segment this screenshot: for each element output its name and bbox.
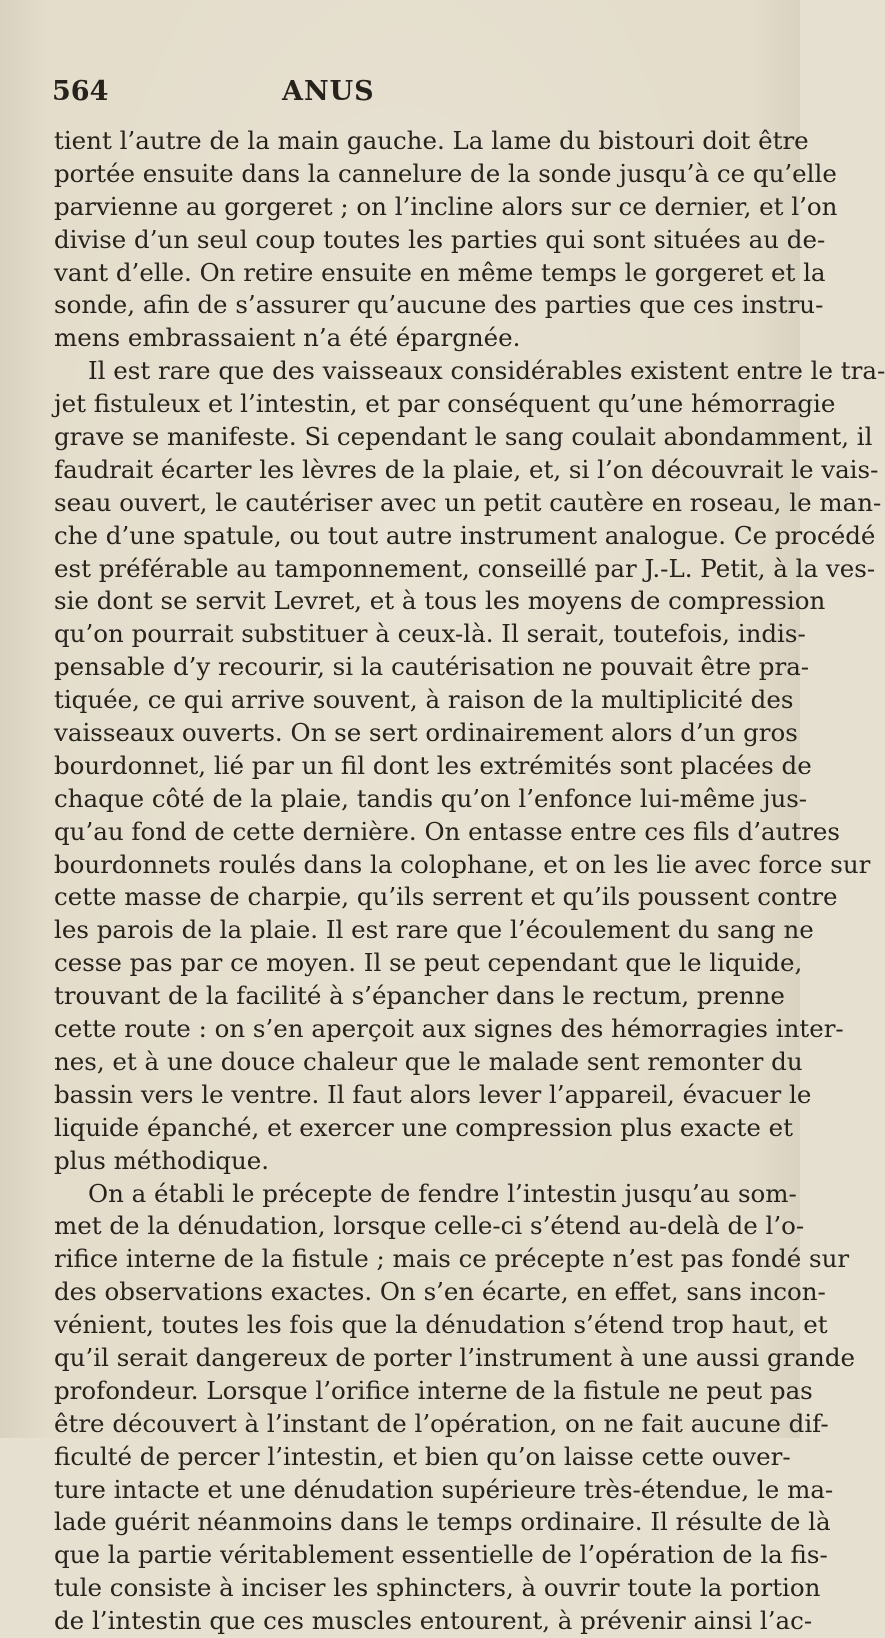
- text-line: ture intacte et une dénudation supérieure très-étendue, le ma-: [54, 1474, 834, 1504]
- body-text: [40, 125, 885, 1638]
- text-line: ficulté de percer l’intestin, et bien qu’on laisse cette ouver-: [54, 1441, 791, 1471]
- text-line: rifice interne de la fistule ; mais ce précepte n’est pas fondé sur: [54, 1244, 850, 1274]
- text-line: divise d’un seul coup toutes les parties qui sont situées au de-: [54, 224, 826, 254]
- text-line: seau ouvert, le cautériser avec un petit cautère en roseau, le man-: [54, 487, 882, 517]
- text-line: qu’on pourrait substituer à ceux-là. Il serait, toutefois, indis-: [54, 619, 806, 649]
- text-line: Il est rare que des vaisseaux considérables existent entre le tra-: [88, 356, 885, 386]
- text-line: être découvert à l’instant de l’opération, on ne fait aucune dif-: [54, 1408, 829, 1438]
- text-line: qu’il serait dangereux de porter l’instrument à une aussi grande: [54, 1342, 856, 1372]
- text-line: cesse pas par ce moyen. Il se peut cependant que le liquide,: [54, 948, 803, 978]
- text-line: de l’intestin que ces muscles entourent, à prévenir ainsi l’ac-: [54, 1606, 813, 1636]
- text-line: que la partie véritablement essentielle de l’opération de la fis-: [54, 1540, 828, 1570]
- text-line: faudrait écarter les lèvres de la plaie, et, si l’on découvrait le vais-: [54, 454, 879, 484]
- text-line: tiquée, ce qui arrive souvent, à raison de la multiplicité des: [54, 685, 794, 715]
- text-line: met de la dénudation, lorsque celle-ci s’étend au-delà de l’o-: [54, 1211, 805, 1241]
- text-line: bassin vers le ventre. Il faut alors lever l’appareil, évacuer le: [54, 1079, 812, 1109]
- text-line: profondeur. Lorsque l’orifice interne de la fistule ne peut pas: [54, 1375, 813, 1405]
- text-line: bourdonnets roulés dans la colophane, et on les lie avec force sur: [54, 849, 871, 879]
- text-line: vénient, toutes les fois que la dénudation s’étend trop haut, et: [54, 1310, 828, 1340]
- text-line: vant d’elle. On retire ensuite en même temps le gorgeret et la: [54, 257, 826, 287]
- text-line: che d’une spatule, ou tout autre instrument analogue. Ce procédé: [54, 520, 876, 550]
- page-header: [46, 76, 746, 116]
- text-line: tient l’autre de la main gauche. La lame du bistouri doit être: [54, 126, 809, 155]
- text-line: jet fistuleux et l’intestin, et par conséquent qu’une hémorragie: [54, 389, 836, 419]
- text-line: sonde, afin de s’assurer qu’aucune des parties que ces instru-: [54, 290, 824, 320]
- text-line: pensable d’y recourir, si la cautérisation ne pouvait être pra-: [54, 652, 810, 682]
- running-title: ANUS: [282, 76, 375, 107]
- text-line: les parois de la plaie. Il est rare que l’écoulement du sang ne: [54, 915, 814, 945]
- text-line: portée ensuite dans la cannelure de la sonde jusqu’à ce qu’elle: [54, 158, 837, 188]
- text-line: grave se manifeste. Si cependant le sang coulait abondamment, il: [54, 422, 873, 452]
- text-line: cette route : on s’en aperçoit aux signes des hémorragies inter-: [54, 1014, 844, 1044]
- text-line: nes, et à une douce chaleur que le malade sent remonter du: [54, 1046, 803, 1076]
- text-line: chaque côté de la plaie, tandis qu’on l’enfonce lui-même jus-: [54, 783, 808, 813]
- text-line: cette masse de charpie, qu’ils serrent et qu’ils poussent contre: [54, 882, 838, 912]
- text-line: qu’au fond de cette dernière. On entasse entre ces fils d’autres: [54, 816, 840, 846]
- text-line: liquide épanché, et exercer une compression plus exacte et: [54, 1112, 793, 1142]
- text-line: des observations exactes. On s’en écarte, en effet, sans incon-: [54, 1277, 826, 1307]
- text-line: lade guérit néanmoins dans le temps ordinaire. Il résulte de là: [54, 1507, 831, 1537]
- text-line: parvienne au gorgeret ; on l’incline alors sur ce dernier, et l’on: [54, 191, 838, 221]
- text-line: trouvant de la facilité à s’épancher dans le rectum, prenne: [54, 981, 785, 1011]
- text-line: bourdonnet, lié par un fil dont les extrémités sont placées de: [54, 750, 812, 780]
- text-line: plus méthodique.: [54, 1145, 270, 1175]
- text-line: vaisseaux ouverts. On se sert ordinairement alors d’un gros: [54, 718, 798, 748]
- text-line: tule consiste à inciser les sphincters, à ouvrir toute la portion: [54, 1573, 821, 1603]
- text-line: est préférable au tamponnement, conseillé par J.-L. Petit, à la ves-: [54, 553, 876, 583]
- page-number: 564: [52, 76, 109, 107]
- text-line: On a établi le précepte de fendre l’intestin jusqu’au som-: [88, 1178, 797, 1208]
- text-line: sie dont se servit Levret, et à tous les moyens de compression: [54, 586, 826, 616]
- text-line: mens embrassaient n’a été épargnée.: [54, 323, 521, 353]
